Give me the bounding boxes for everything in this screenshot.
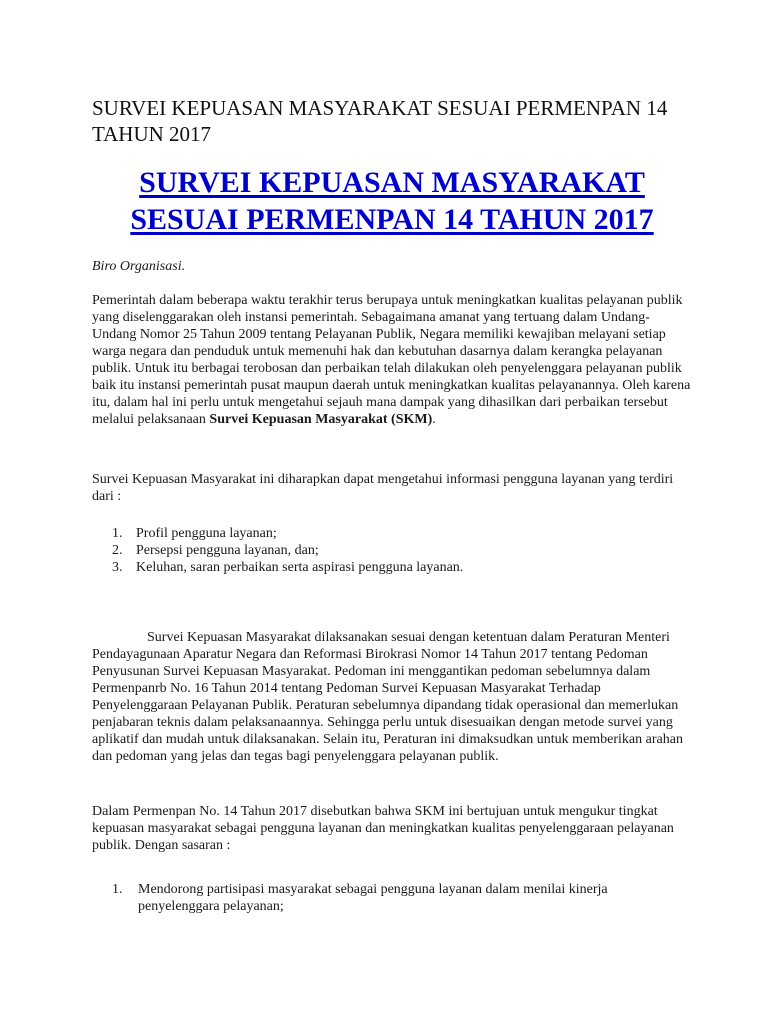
list-item-text: Persepsi pengguna layanan, dan; — [136, 543, 319, 558]
paragraph-intro-text: Pemerintah dalam beberapa waktu terakhir terus berupaya untuk meningkatkan kualitas pelayanan publik yang diselenggarakan oleh instansi pemerintah. Sebagaimana amanat yang tertuang dalam Undang-Undang Nomor 25 Tahun 2009 tentang Pelayanan Publik, Negara memiliki kewajiban melayani setiap warga negara dan penduduk untuk memenuhi hak dan kebutuhan dasarnya dalam kerangka pelayanan publik. Untuk itu berbagai terobosan dan perbaikan telah dilakukan oleh penyelenggara pelayanan publik baik itu instansi pemerintah pusat maupun daerah untuk meningkatkan kualitas pelayanannya. Oleh karena itu, dalam hal ini perlu untuk mengetahui sejauh mana dampak yang dihasilkan dari perbaikan tersebut melalui pelaksanaan — [92, 293, 691, 427]
article-title-link[interactable]: SURVEI KEPUASAN MASYARAKAT SESUAI PERMENPAN 14 TAHUN 2017 — [130, 166, 654, 236]
paragraph-intro — [92, 292, 692, 428]
list-item — [92, 525, 692, 542]
list-item-number: 2. — [112, 543, 123, 558]
list-item-text: Profil pengguna layanan; — [136, 526, 277, 541]
list-item-text: Keluhan, saran perbaikan serta aspirasi pengguna layanan. — [136, 560, 464, 575]
list-item-number: 1. — [112, 526, 123, 541]
skm-bold-term: Survei Kepuasan Masyarakat (SKM) — [209, 412, 433, 427]
information-list — [92, 525, 692, 576]
list-item — [92, 542, 692, 559]
list-item-number: 3. — [112, 560, 123, 575]
paragraph-intro-end: . — [432, 412, 436, 427]
list-item-text: Mendorong partisipasi masyarakat sebagai pengguna layanan dalam menilai kinerja penyelenggara pelayanan; — [138, 882, 608, 914]
paragraph-regulation: Survei Kepuasan Masyarakat dilaksanakan sesuai dengan ketentuan dalam Peraturan Menteri Pendayagunaan Aparatur Negara dan Reformasi Birokrasi Nomor 14 Tahun 2017 tentang Pedoman Penyusunan Survei Kepuasan Masyarakat. Pedoman ini menggantikan pedoman sebelumnya dalam Permenpanrb No. 16 Tahun 2014 tentang Pedoman Survei Kepuasan Masyarakat Terhadap Penyelenggaraan Pelayanan Publik. Peraturan sebelumnya dipandang tidak operasional dan memerlukan penjabaran teknis dalam pelaksanaannya. Sehingga perlu untuk disesuaikan dengan metode survei yang aplikatif dan mudah untuk dilaksanakan. Selain itu, Peraturan ini dimaksudkan untuk memberikan arahan dan pedoman yang jelas dan tegas bagi penyelenggara pelayanan publik. — [92, 630, 683, 764]
list-item — [92, 559, 692, 576]
list-item — [92, 881, 692, 915]
article-title — [92, 164, 692, 238]
paragraph-objective: Dalam Permenpan No. 14 Tahun 2017 disebutkan bahwa SKM ini bertujuan untuk mengukur tingkat kepuasan masyarakat sebagai pengguna layanan dan meningkatkan kualitas penyelenggaraan pelayanan publik. Dengan sasaran : — [92, 804, 674, 853]
byline: Biro Organisasi. — [92, 259, 186, 274]
paragraph-purpose: Survei Kepuasan Masyarakat ini diharapkan dapat mengetahui informasi pengguna layanan yang terdiri dari : — [92, 472, 674, 504]
list-item-number: 1. — [112, 882, 123, 897]
document-heading: SURVEI KEPUASAN MASYARAKAT SESUAI PERMENPAN 14 TAHUN 2017 — [92, 96, 668, 146]
target-list — [92, 881, 692, 915]
